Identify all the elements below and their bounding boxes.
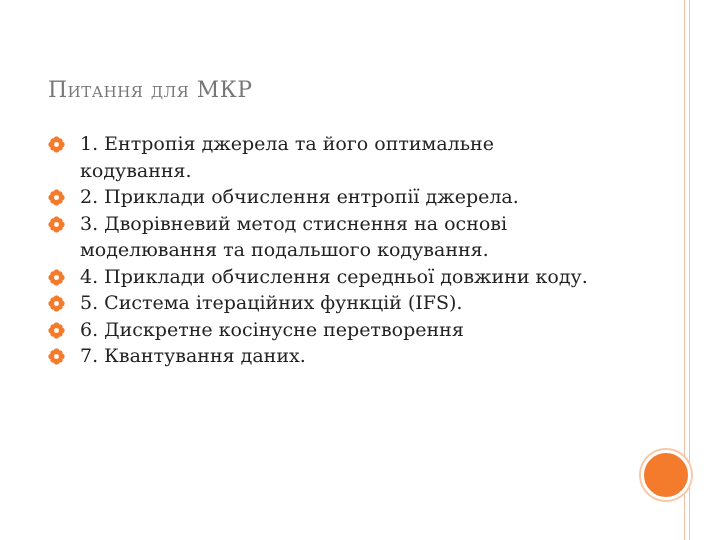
- slide-frame-line-right: [689, 0, 690, 540]
- list-item-text: 2. Приклади обчислення ентропії джерела.: [80, 186, 519, 208]
- list-item-text: 7. Квантування даних.: [80, 345, 306, 367]
- list-item-text: 3. Дворівневий метод стиснення на основі моделювання та подальшого кодування.: [80, 212, 508, 261]
- flower-bullet-icon: [48, 295, 65, 312]
- flower-bullet-icon: [48, 322, 65, 339]
- list-item: [48, 131, 608, 184]
- flower-bullet-icon: [48, 348, 65, 365]
- list-item-text: 6. Дискретне косінусне перетворення: [80, 318, 464, 341]
- orange-circle-decoration: [641, 450, 691, 500]
- flower-bullet-icon: [48, 136, 65, 153]
- list-item-text: 4. Приклади обчислення середньої довжини коду.: [80, 265, 588, 288]
- list-item-text: 1. Ентропія джерела та його оптимальне кодування.: [80, 133, 494, 182]
- flower-bullet-icon: [48, 216, 65, 233]
- flower-bullet-icon: [48, 189, 65, 206]
- slide-title: Питання для МКР: [48, 78, 253, 103]
- list-item-text: 5. Система ітераційних функцій (IFS).: [80, 292, 463, 314]
- list-item: [48, 317, 608, 344]
- list-item: [48, 290, 608, 317]
- list-item: [48, 184, 608, 211]
- flower-bullet-icon: [48, 269, 65, 286]
- list-item: [48, 343, 608, 370]
- questions-list: [48, 131, 608, 370]
- list-item: [48, 264, 608, 291]
- list-item: [48, 211, 608, 264]
